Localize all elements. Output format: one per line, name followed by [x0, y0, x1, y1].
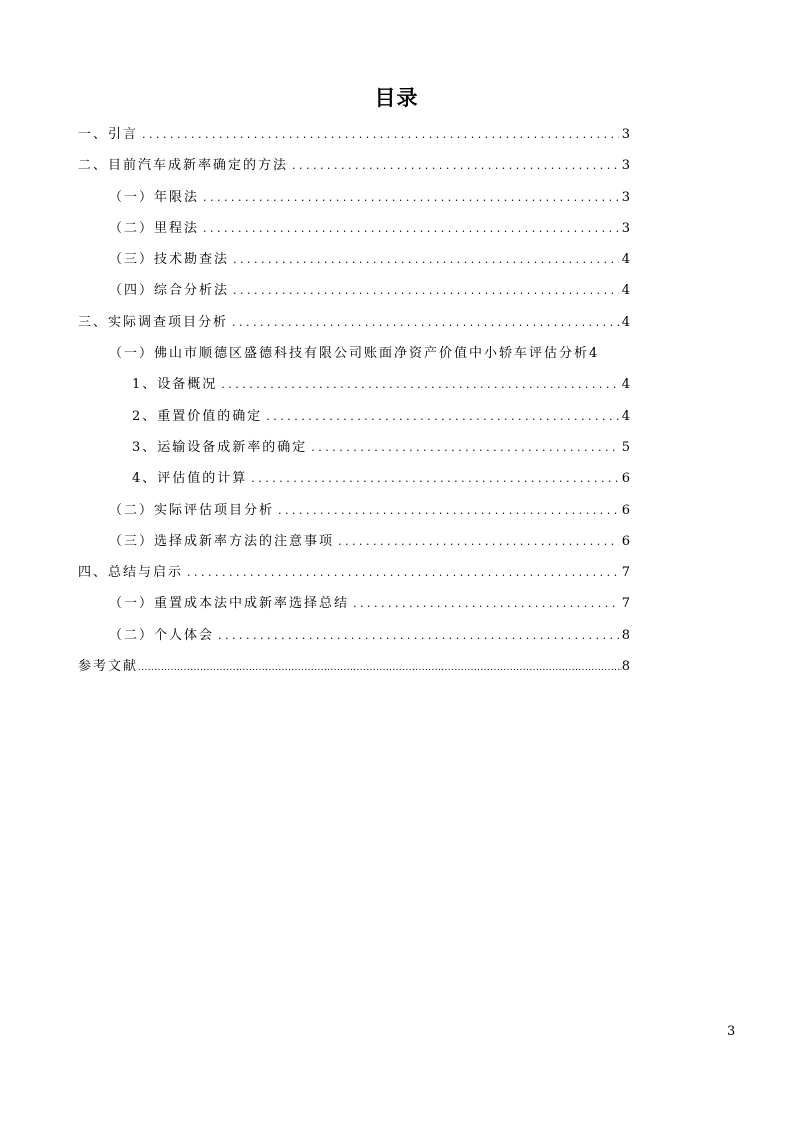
toc-leader-dots [218, 620, 619, 651]
toc-page-number: 4 [621, 377, 630, 393]
toc-page-number: 4 [589, 346, 598, 362]
toc-entry[interactable] [78, 338, 630, 369]
toc-page-number: 7 [621, 596, 630, 612]
toc-entry-text: 三、实际调查项目分析 [78, 314, 229, 330]
toc-leader-dots [311, 432, 618, 463]
toc-page-number: 6 [621, 471, 630, 487]
toc-entry-text: 一、引言 [78, 127, 139, 142]
toc-page-number: 4 [621, 314, 630, 330]
toc-entry-text: （二）个人体会 [109, 627, 215, 643]
toc-entry-text: 2、重置价值的确定 [132, 408, 263, 424]
toc-entry[interactable] [78, 119, 630, 150]
toc-entry[interactable] [78, 150, 630, 181]
toc-entry[interactable] [78, 463, 630, 494]
toc-leader-dots [292, 150, 619, 181]
toc-entry-text: 二、目前汽车成新率确定的方法 [78, 158, 289, 174]
toc-entry-text: （二）里程法 [109, 220, 200, 236]
toc-entry-text: 3、运输设备成新率的确定 [132, 439, 308, 455]
page-number-footer: 3 [727, 1024, 736, 1039]
toc-page-number: 5 [621, 439, 630, 455]
toc-page-number: 3 [621, 127, 630, 142]
toc-leader-dots [233, 244, 619, 275]
toc-entry[interactable] [78, 620, 630, 651]
toc-page-number: 6 [621, 533, 630, 549]
toc-entry-text: 1、设备概况 [132, 377, 218, 393]
toc-list [78, 119, 630, 682]
toc-entry[interactable] [78, 526, 630, 557]
toc-entry[interactable] [78, 369, 630, 400]
toc-entry-text: （三）选择成新率方法的注意事项 [109, 533, 335, 549]
toc-leader-dots [142, 119, 619, 150]
toc-leader-dots [138, 653, 622, 684]
toc-entry-text: （一）年限法 [109, 189, 200, 205]
toc-entry[interactable] [78, 307, 630, 338]
toc-page-number: 8 [621, 659, 630, 675]
toc-entry[interactable] [78, 182, 630, 213]
toc-entry-text: （四）综合分析法 [109, 283, 230, 299]
toc-entry[interactable] [78, 244, 630, 275]
toc-page-number: 7 [621, 565, 630, 581]
toc-leader-dots [251, 463, 618, 494]
toc-entry-text: 参考文献 [78, 659, 139, 675]
toc-leader-dots [203, 213, 619, 244]
toc-entry[interactable] [78, 495, 630, 526]
toc-leader-dots [338, 526, 619, 557]
toc-page-number: 8 [621, 627, 630, 643]
toc-entry-text: （一）重置成本法中成新率选择总结 [109, 596, 350, 612]
toc-leader-dots [353, 588, 619, 619]
toc-entry[interactable] [78, 651, 630, 682]
toc-leader-dots [278, 495, 619, 526]
toc-entry-text: （二）实际评估项目分析 [109, 502, 275, 518]
toc-entry-text: （一）佛山市顺德区盛德科技有限公司账面净资产价值中小轿车评估分析 [109, 346, 590, 362]
toc-page-number: 3 [621, 220, 630, 236]
toc-page-number: 3 [621, 158, 630, 174]
toc-leader-dots [203, 182, 619, 213]
toc-leader-dots [232, 307, 619, 338]
toc-entry-text: 四、总结与启示 [78, 565, 184, 581]
toc-entry[interactable] [78, 432, 630, 463]
toc-entry-text: （三）技术勘查法 [109, 252, 230, 268]
toc-entry[interactable] [78, 401, 630, 432]
toc-leader-dots [187, 557, 619, 588]
toc-leader-dots [266, 401, 618, 432]
toc-entry[interactable] [78, 275, 630, 306]
toc-entry[interactable] [78, 557, 630, 588]
toc-page-number: 6 [621, 502, 630, 518]
toc-entry[interactable] [78, 588, 630, 619]
toc-title: 目录 [374, 86, 419, 110]
toc-leader-dots [233, 275, 619, 306]
toc-page-number: 3 [621, 189, 630, 205]
toc-page-number: 4 [621, 408, 630, 424]
toc-entry[interactable] [78, 213, 630, 244]
toc-page-number: 4 [621, 252, 630, 268]
toc-page-number: 4 [621, 283, 630, 299]
toc-leader-dots [221, 369, 618, 400]
toc-entry-text: 4、评估值的计算 [132, 471, 248, 487]
